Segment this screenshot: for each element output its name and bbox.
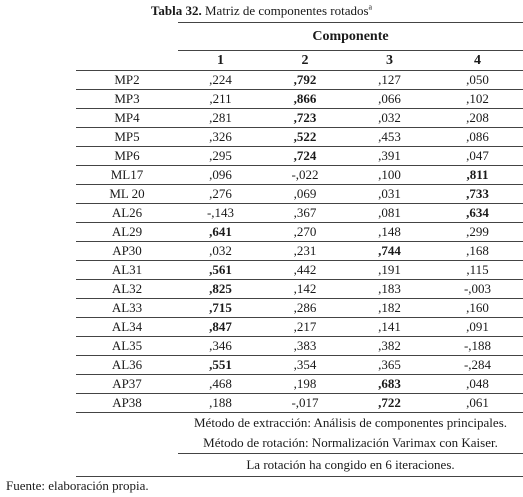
loading-cell: ,391 — [347, 147, 432, 166]
loading-cell: ,047 — [432, 147, 523, 166]
loading-cell: ,183 — [347, 280, 432, 299]
row-label: MP5 — [76, 128, 178, 147]
loading-cell: ,365 — [347, 356, 432, 375]
table-row — [76, 90, 523, 109]
loading-cell: ,522 — [263, 128, 347, 147]
row-label: ML17 — [76, 166, 178, 185]
loading-cell: ,453 — [347, 128, 432, 147]
row-label: AL29 — [76, 223, 178, 242]
table-row — [76, 261, 523, 280]
loading-cell: ,281 — [178, 109, 263, 128]
table-caption — [0, 3, 523, 19]
loading-cell: -,188 — [432, 337, 523, 356]
loading-cell: ,270 — [263, 223, 347, 242]
loading-cell: ,182 — [347, 299, 432, 318]
column-header: 1 — [178, 51, 263, 71]
table-row — [76, 299, 523, 318]
note-spacer — [76, 454, 178, 477]
loading-cell: ,468 — [178, 375, 263, 394]
loading-cell: ,191 — [347, 261, 432, 280]
table-note-row — [76, 413, 523, 434]
loading-cell: ,086 — [432, 128, 523, 147]
loading-cell: ,722 — [347, 394, 432, 413]
table-row — [76, 166, 523, 185]
loading-cell: ,634 — [432, 204, 523, 223]
table-row — [76, 71, 523, 90]
loading-cell: ,141 — [347, 318, 432, 337]
caption-title: Matriz de componentes rotados — [201, 3, 369, 18]
table-row — [76, 109, 523, 128]
loading-cell: ,066 — [347, 90, 432, 109]
table-row — [76, 147, 523, 166]
loading-cell: ,825 — [178, 280, 263, 299]
loading-cell: -,284 — [432, 356, 523, 375]
loading-cell: ,551 — [178, 356, 263, 375]
table-row — [76, 204, 523, 223]
rotated-component-matrix — [76, 22, 523, 477]
loading-cell: ,346 — [178, 337, 263, 356]
loading-cell: ,061 — [432, 394, 523, 413]
row-label: ML 20 — [76, 185, 178, 204]
loading-cell: ,091 — [432, 318, 523, 337]
loading-cell: ,069 — [263, 185, 347, 204]
loading-cell: ,723 — [263, 109, 347, 128]
source-note: Fuente: elaboración propia. — [6, 478, 149, 493]
table-row — [76, 128, 523, 147]
loading-cell: ,032 — [178, 242, 263, 261]
loading-cell: ,115 — [432, 261, 523, 280]
loading-cell: ,211 — [178, 90, 263, 109]
loading-cell: ,847 — [178, 318, 263, 337]
loading-cell: ,224 — [178, 71, 263, 90]
loading-cell: ,744 — [347, 242, 432, 261]
table-row — [76, 318, 523, 337]
loading-cell: ,733 — [432, 185, 523, 204]
loading-cell: ,142 — [263, 280, 347, 299]
loading-cell: ,100 — [347, 166, 432, 185]
row-label: AP30 — [76, 242, 178, 261]
table-note: Método de extracción: Análisis de componentes principales. — [178, 413, 523, 434]
row-label: MP2 — [76, 71, 178, 90]
loading-cell: ,561 — [178, 261, 263, 280]
table-note-row — [76, 454, 523, 477]
loading-cell: ,198 — [263, 375, 347, 394]
loading-cell: ,442 — [263, 261, 347, 280]
loading-cell: ,031 — [347, 185, 432, 204]
note-spacer — [76, 433, 178, 454]
table-note-row — [76, 433, 523, 454]
loading-cell: ,326 — [178, 128, 263, 147]
loading-cell: ,367 — [263, 204, 347, 223]
row-label: AP37 — [76, 375, 178, 394]
table-row — [76, 242, 523, 261]
matrix-table — [76, 22, 523, 477]
loading-cell: ,792 — [263, 71, 347, 90]
column-header: 3 — [347, 51, 432, 71]
loading-cell: ,641 — [178, 223, 263, 242]
group-header: Componente — [178, 23, 523, 51]
row-label: AL26 — [76, 204, 178, 223]
loading-cell: ,231 — [263, 242, 347, 261]
loading-cell: -,143 — [178, 204, 263, 223]
loading-cell: ,048 — [432, 375, 523, 394]
loading-cell: ,148 — [347, 223, 432, 242]
row-label: AL32 — [76, 280, 178, 299]
loading-cell: ,217 — [263, 318, 347, 337]
loading-cell: ,866 — [263, 90, 347, 109]
loading-cell: ,811 — [432, 166, 523, 185]
caption-superscript: a — [368, 2, 373, 12]
row-label: AL34 — [76, 318, 178, 337]
column-header: 2 — [263, 51, 347, 71]
loading-cell: -,003 — [432, 280, 523, 299]
header-corner — [76, 23, 178, 51]
loading-cell: ,081 — [347, 204, 432, 223]
row-label: MP3 — [76, 90, 178, 109]
row-label: MP4 — [76, 109, 178, 128]
loading-cell: ,383 — [263, 337, 347, 356]
row-label: AP38 — [76, 394, 178, 413]
loading-cell: ,050 — [432, 71, 523, 90]
table-row — [76, 394, 523, 413]
table-row — [76, 337, 523, 356]
loading-cell: -,022 — [263, 166, 347, 185]
table-row — [76, 185, 523, 204]
table-row — [76, 280, 523, 299]
table-row — [76, 223, 523, 242]
loading-cell: ,286 — [263, 299, 347, 318]
row-label: AL33 — [76, 299, 178, 318]
loading-cell: ,127 — [347, 71, 432, 90]
note-spacer — [76, 413, 178, 434]
loading-cell: ,188 — [178, 394, 263, 413]
row-label: MP6 — [76, 147, 178, 166]
caption-label: Tabla 32. — [150, 3, 202, 18]
loading-cell: ,102 — [432, 90, 523, 109]
table-note: La rotación ha congido en 6 iteraciones. — [178, 454, 523, 477]
loading-cell: ,276 — [178, 185, 263, 204]
table-row — [76, 375, 523, 394]
loading-cell: ,683 — [347, 375, 432, 394]
loading-cell: ,032 — [347, 109, 432, 128]
loading-cell: ,096 — [178, 166, 263, 185]
loading-cell: ,382 — [347, 337, 432, 356]
loading-cell: ,354 — [263, 356, 347, 375]
table-note: Método de rotación: Normalización Varimax con Kaiser. — [203, 435, 498, 450]
row-label: AL31 — [76, 261, 178, 280]
row-label: AL36 — [76, 356, 178, 375]
loading-cell: ,724 — [263, 147, 347, 166]
column-header: 4 — [432, 51, 523, 71]
row-label: AL35 — [76, 337, 178, 356]
loading-cell: -,017 — [263, 394, 347, 413]
loading-cell: ,168 — [432, 242, 523, 261]
column-header-blank — [76, 51, 178, 71]
loading-cell: ,299 — [432, 223, 523, 242]
table-row — [76, 356, 523, 375]
loading-cell: ,715 — [178, 299, 263, 318]
loading-cell: ,295 — [178, 147, 263, 166]
loading-cell: ,160 — [432, 299, 523, 318]
loading-cell: ,208 — [432, 109, 523, 128]
